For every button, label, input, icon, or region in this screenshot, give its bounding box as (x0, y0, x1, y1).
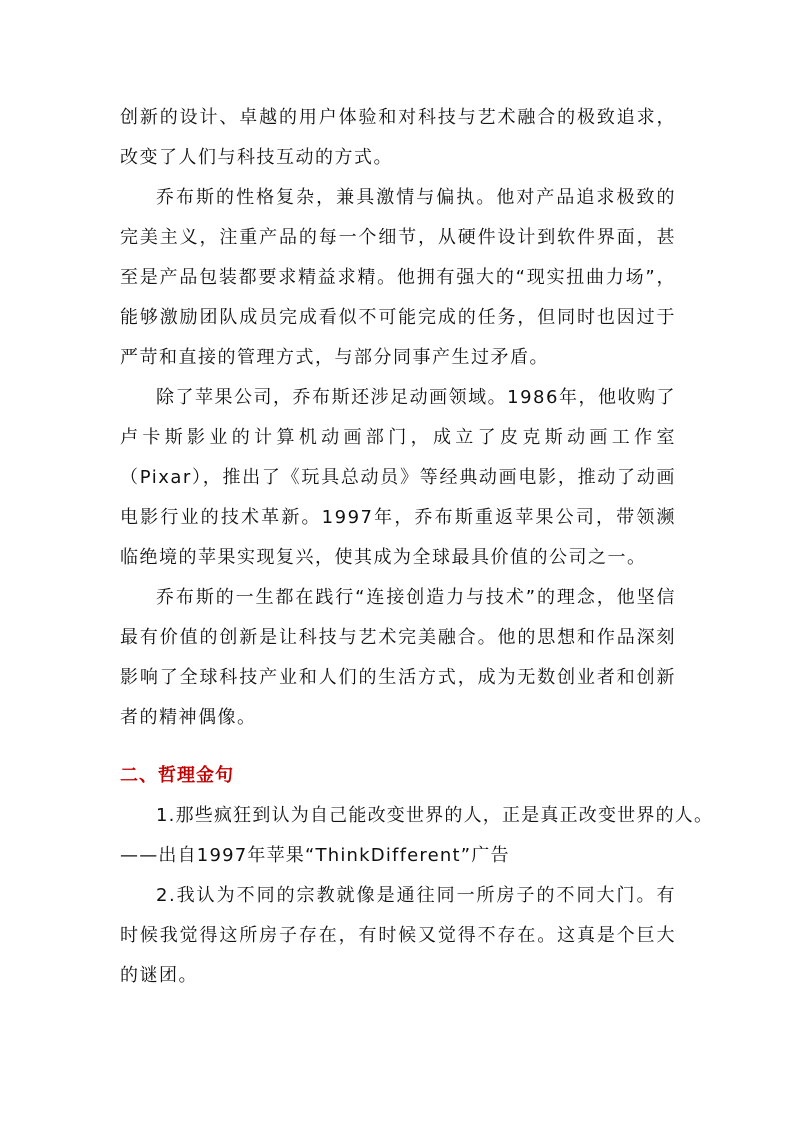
quote-1-text: 1.那些疯狂到认为自己能改变世界的人，正是真正改变世界的人。 (156, 805, 714, 826)
heading-spacer (120, 738, 676, 756)
body-paragraph-1: 创新的设计、卓越的用户体验和对科技与艺术融合的极致追求，改变了人们与科技互动的方式。 (120, 107, 676, 168)
body-paragraph-3: 除了苹果公司，乔布斯还涉足动画领域。1986年，他收购了卢卡斯影业的计算机动画部门，成立了皮克斯动画工作室（Pixar），推出了《玩具总动员》等经典动画电影，推动了动画电影行业的技术革新。1997年，乔布斯重返苹果公司，带领濒临绝境的苹果实现复兴，使其成为全球最具价值的公司之一。 (120, 387, 676, 568)
section-heading: 二、哲理金句 (120, 765, 234, 786)
body-paragraph-2: 乔布斯的性格复杂，兼具激情与偏执。他对产品追求极致的完美主义，注重产品的每一个细节，从硬件设计到软件界面，甚至是产品包装都要求精益求精。他拥有强大的“现实扭曲力场”，能够激励团队成员完成看似不可能完成的任务，但同时也因过于严苛和直接的管理方式，与部分同事产生过矛盾。 (120, 187, 676, 368)
quote-2-text: 2.我认为不同的宗教就像是通往同一所房子的不同大门。有时候我觉得这所房子存在，有时候又觉得不存在。这真是个巨大的谜团。 (120, 885, 676, 986)
body-paragraph-4: 乔布斯的一生都在践行“连接创造力与技术”的理念，他坚信最有价值的创新是让科技与艺术完美融合。他的思想和作品深刻影响了全球科技产业和人们的生活方式，成为无数创业者和创新者的精神偶像。 (120, 587, 676, 728)
document-body (120, 98, 714, 996)
quote-1-source: ——出自1997年苹果“ThinkDifferent”广告 (120, 845, 510, 866)
